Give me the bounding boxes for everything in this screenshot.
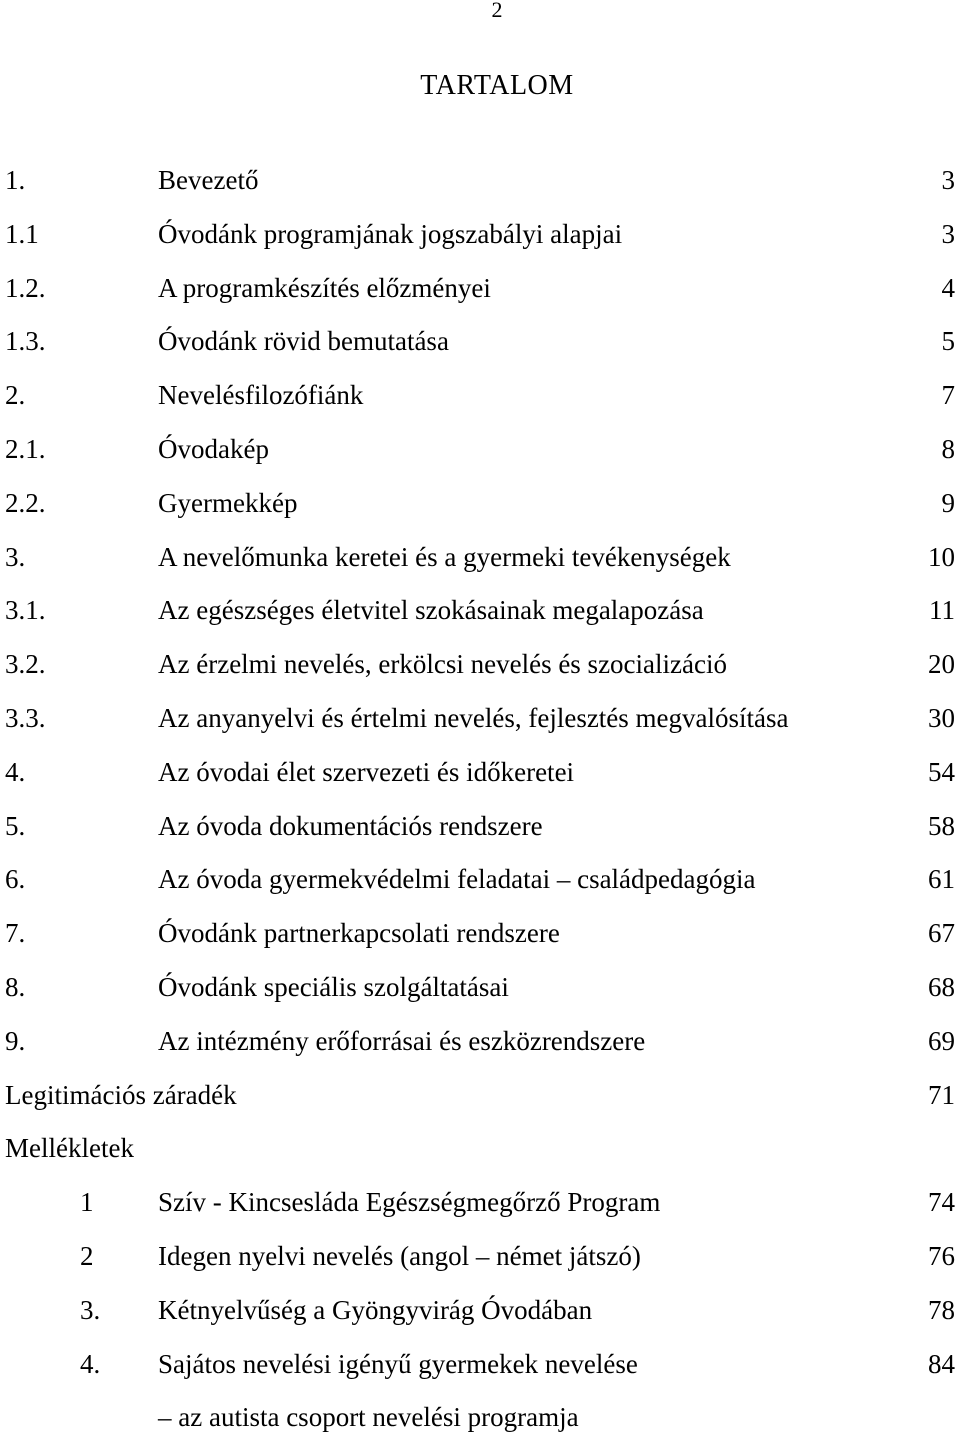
toc-entry-number: 8. bbox=[5, 971, 26, 1002]
toc-entry bbox=[0, 915, 960, 969]
toc-entry-title: Bevezető bbox=[158, 165, 259, 195]
toc-entry-title: A programkészítés előzményei bbox=[158, 272, 491, 303]
appendix-entry bbox=[0, 1292, 960, 1346]
toc-entry-title: Az óvoda gyermekvédelmi feladatai – családpedagógia bbox=[158, 864, 756, 895]
table-of-contents bbox=[0, 162, 960, 1453]
toc-entry bbox=[0, 700, 960, 754]
appendix-title: Szív - Kincsesláda Egészségmegőrző Program bbox=[158, 1187, 661, 1218]
appendix-number: 3. bbox=[80, 1294, 101, 1325]
toc-entry-page: 11 bbox=[929, 595, 955, 626]
appendices-heading bbox=[0, 1130, 960, 1184]
toc-entry-title: Óvodánk speciális szolgáltatásai bbox=[158, 971, 509, 1002]
toc-entry bbox=[0, 592, 960, 646]
appendix-entry bbox=[0, 1184, 960, 1238]
toc-entry-number: 3.2. bbox=[5, 649, 46, 680]
appendix-number: 1 bbox=[80, 1187, 94, 1218]
toc-entry-page: 10 bbox=[928, 541, 955, 572]
toc-entry bbox=[0, 539, 960, 593]
toc-entry bbox=[0, 270, 960, 324]
toc-entry-page: 58 bbox=[928, 810, 955, 841]
page-number: 2 bbox=[491, 0, 503, 22]
toc-entry bbox=[0, 323, 960, 377]
toc-entry-page: 68 bbox=[928, 971, 955, 1002]
toc-entry-number: 3.3. bbox=[5, 702, 46, 733]
toc-entry-title: Óvodakép bbox=[158, 433, 269, 464]
toc-entry-page: 8 bbox=[941, 433, 955, 464]
toc-entry-page: 3 bbox=[941, 218, 955, 249]
toc-entry-number: 1. bbox=[5, 165, 26, 195]
appendix-page: 76 bbox=[928, 1240, 955, 1271]
toc-entry-number: 4. bbox=[5, 756, 26, 787]
toc-entry-number: 3. bbox=[5, 541, 26, 572]
toc-entry bbox=[0, 485, 960, 539]
toc-entry-title: Legitimációs záradék bbox=[5, 1079, 237, 1110]
toc-entry-number: 6. bbox=[5, 864, 26, 895]
toc-entry-number: 1.3. bbox=[5, 326, 46, 357]
toc-entry-title: Óvodánk partnerkapcsolati rendszere bbox=[158, 918, 560, 949]
toc-entry bbox=[0, 1023, 960, 1077]
appendix-number: 2 bbox=[80, 1240, 94, 1271]
toc-entry-number: 5. bbox=[5, 810, 26, 841]
appendix-entry bbox=[0, 1346, 960, 1400]
toc-entry-number: 1.2. bbox=[5, 272, 46, 303]
toc-entry-title: Gyermekkép bbox=[158, 487, 298, 518]
appendix-continuation bbox=[0, 1399, 960, 1453]
appendix-title: Kétnyelvűség a Gyöngyvirág Óvodában bbox=[158, 1294, 593, 1325]
toc-entry-page: 69 bbox=[928, 1025, 955, 1056]
toc-entry-title: Nevelésfilozófiánk bbox=[158, 380, 364, 411]
toc-entry bbox=[0, 216, 960, 270]
toc-entry-page: 5 bbox=[941, 326, 955, 357]
toc-entry-page: 20 bbox=[928, 649, 955, 680]
toc-entry-number: 7. bbox=[5, 918, 26, 949]
appendix-page: 84 bbox=[928, 1348, 955, 1379]
toc-entry-page: 54 bbox=[928, 756, 955, 787]
toc-entry-title: Óvodánk programjának jogszabályi alapjai bbox=[158, 218, 623, 249]
toc-entry-title: Az intézmény erőforrásai és eszközrendszere bbox=[158, 1025, 646, 1056]
toc-entry-number: 3.1. bbox=[5, 595, 46, 626]
toc-entry-number: 2.1. bbox=[5, 433, 46, 464]
toc-entry bbox=[0, 377, 960, 431]
toc-entry-legitimacios bbox=[0, 1077, 960, 1131]
toc-entry-number: 9. bbox=[5, 1025, 26, 1056]
toc-entry-title: Az óvoda dokumentációs rendszere bbox=[158, 810, 543, 841]
toc-entry-page: 71 bbox=[928, 1079, 955, 1110]
toc-entry-number: 1.1 bbox=[5, 218, 39, 249]
appendix-page: 74 bbox=[928, 1187, 955, 1218]
toc-entry-page: 9 bbox=[941, 487, 955, 518]
toc-entry-number: 2.2. bbox=[5, 487, 46, 518]
toc-entry-page: 61 bbox=[928, 864, 955, 895]
toc-entry bbox=[0, 646, 960, 700]
toc-entry-page: 3 bbox=[941, 165, 955, 195]
toc-entry-number: 2. bbox=[5, 380, 26, 411]
toc-entry-page: 67 bbox=[928, 918, 955, 949]
toc-entry bbox=[0, 808, 960, 862]
toc-entry-title: Az óvodai élet szervezeti és időkeretei bbox=[158, 756, 575, 787]
toc-entry-page: 30 bbox=[928, 702, 955, 733]
toc-entry-title: Óvodánk rövid bemutatása bbox=[158, 326, 449, 357]
appendix-title: Idegen nyelvi nevelés (angol – német játszó) bbox=[158, 1240, 641, 1271]
appendix-continuation-text: – az autista csoport nevelési programja bbox=[158, 1402, 579, 1433]
appendix-number: 4. bbox=[80, 1348, 101, 1379]
toc-entry bbox=[0, 861, 960, 915]
toc-entry-page: 4 bbox=[941, 272, 955, 303]
appendices-heading-text: Mellékletek bbox=[5, 1133, 134, 1164]
toc-entry-title: Az anyanyelvi és értelmi nevelés, fejlesztés megvalósítása bbox=[158, 702, 789, 733]
toc-entry-title: Az egészséges életvitel szokásainak megalapozása bbox=[158, 595, 704, 626]
appendix-page: 78 bbox=[928, 1294, 955, 1325]
toc-entry-title: A nevelőmunka keretei és a gyermeki tevékenységek bbox=[158, 541, 731, 572]
page-title: TARTALOM bbox=[420, 70, 574, 101]
appendix-entry bbox=[0, 1238, 960, 1292]
toc-entry bbox=[0, 431, 960, 485]
appendix-title: Sajátos nevelési igényű gyermekek nevelése bbox=[158, 1348, 638, 1379]
toc-entry bbox=[0, 754, 960, 808]
toc-entry bbox=[0, 162, 960, 216]
toc-entry-title: Az érzelmi nevelés, erkölcsi nevelés és szocializáció bbox=[158, 649, 727, 680]
toc-entry bbox=[0, 969, 960, 1023]
toc-entry-page: 7 bbox=[941, 380, 955, 411]
